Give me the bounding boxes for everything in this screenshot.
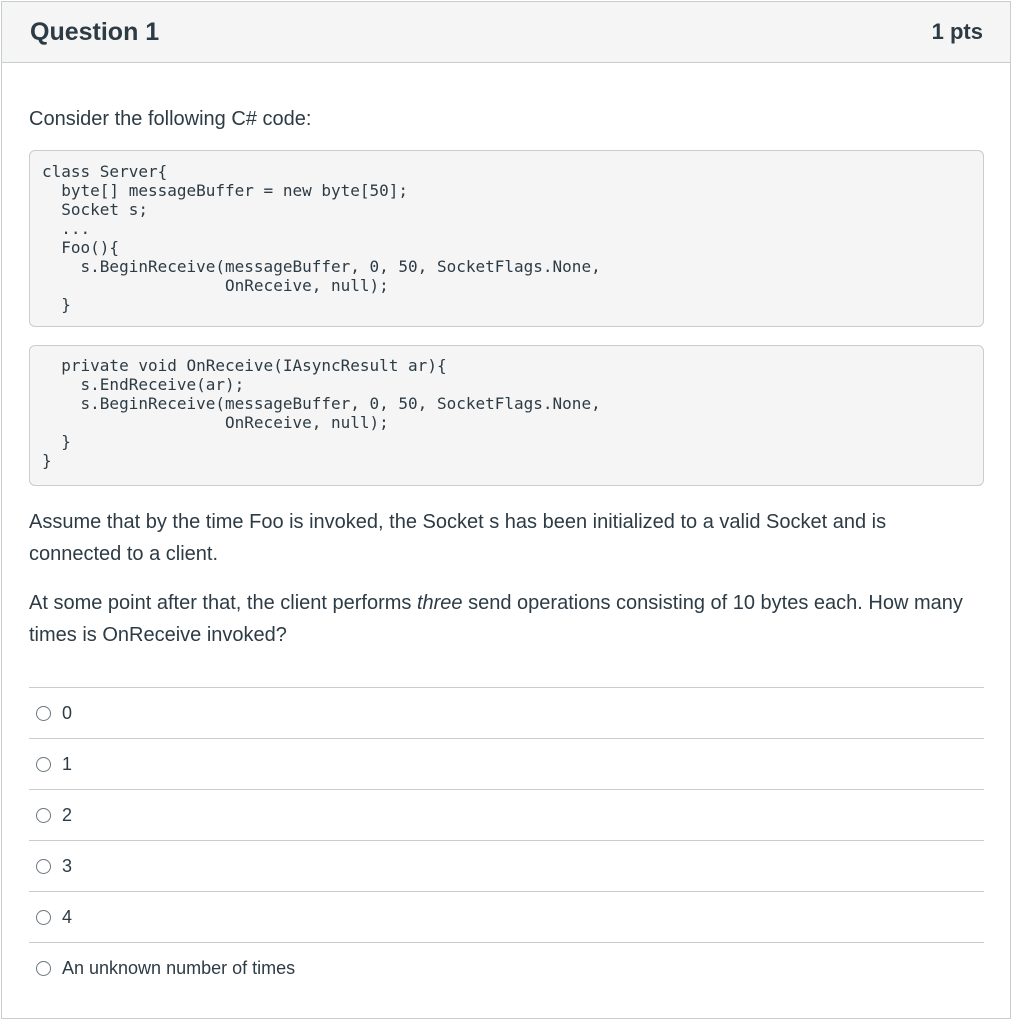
question-body (2, 107, 1010, 994)
answer-label[interactable]: 1 (62, 753, 73, 774)
question-card (1, 1, 1011, 1019)
code-block-2: private void OnReceive(IAsyncResult ar){ s.EndReceive(ar); s.BeginReceive(messageBuffer, 0, 50, SocketFlags.None, OnReceive, null); } } (29, 345, 984, 486)
radio-button[interactable] (36, 961, 51, 976)
answer-option-1[interactable] (29, 739, 984, 790)
question-header (2, 2, 1010, 63)
answer-option-4[interactable] (29, 892, 984, 943)
answer-option-0[interactable] (29, 688, 984, 739)
radio-button[interactable] (36, 808, 51, 823)
code-block-1: class Server{ byte[] messageBuffer = new byte[50]; Socket s; ... Foo(){ s.BeginReceive(messageBuffer, 0, 50, SocketFlags.None, OnReceive, null); } (29, 150, 984, 327)
answer-option-3[interactable] (29, 841, 984, 892)
paragraph-2-text-end: send operations consisting of 10 bytes each. How many times is OnReceive invoked? (29, 592, 963, 646)
answer-label[interactable]: 3 (62, 855, 73, 876)
answer-option-2[interactable] (29, 790, 984, 841)
answer-label[interactable]: 0 (62, 702, 73, 723)
answer-label[interactable]: 4 (62, 906, 73, 927)
question-paragraph-2 (29, 587, 983, 651)
question-points: 1 pts (931, 19, 983, 44)
radio-button[interactable] (36, 859, 51, 874)
question-prompt: Consider the following C# code: (29, 108, 312, 130)
answer-option-5[interactable] (29, 943, 984, 994)
answer-label[interactable]: 2 (62, 804, 73, 825)
answer-list (29, 687, 984, 994)
paragraph-2-emphasis: three (416, 592, 463, 614)
paragraph-2-text-start: At some point after that, the client performs (29, 592, 417, 614)
radio-button[interactable] (36, 910, 51, 925)
question-paragraph-1: Assume that by the time Foo is invoked, the Socket s has been initialized to a valid Socket and is connected to a client. (29, 511, 887, 565)
question-title: Question 1 (30, 17, 160, 46)
radio-button[interactable] (36, 706, 51, 721)
answer-label[interactable]: An unknown number of times (62, 958, 296, 978)
radio-button[interactable] (36, 757, 51, 772)
